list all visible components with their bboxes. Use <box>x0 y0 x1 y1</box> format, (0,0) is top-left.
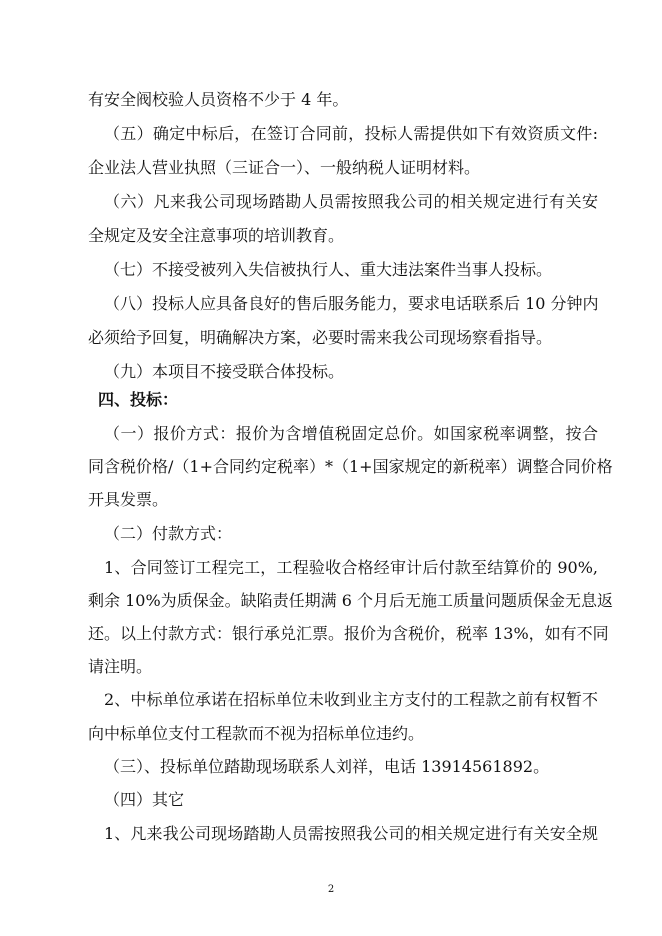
paragraph-line: 剩余 10%为质保金。缺陷责任期满 6 个月后无施工质量问题质保金无息返 <box>88 591 614 610</box>
paragraph-line: 同含税价格/（1+合同约定税率）*（1+国家规定的新税率）调整合同价格 <box>88 457 613 476</box>
page-number: 2 <box>327 884 335 895</box>
section-heading: 四、投标： <box>98 390 179 409</box>
paragraph-line: （一）报价方式：报价为含增值税固定总价。如国家税率调整，按合 <box>104 424 598 443</box>
paragraph-line: （三）、投标单位踏勘现场联系人刘祥，电话 13914561892。 <box>104 757 550 776</box>
paragraph-line: 1、凡来我公司现场踏勘人员需按照我公司的相关规定进行有关安全规 <box>104 824 598 843</box>
paragraph-line: 开具发票。 <box>88 490 169 509</box>
paragraph-line: 企业法人营业执照（三证合一）、一般纳税人证明材料。 <box>88 158 481 177</box>
paragraph-line: （八）投标人应具备良好的售后服务能力，要求电话联系后 10 分钟内 <box>104 294 599 313</box>
paragraph-line: 请注明。 <box>88 657 153 676</box>
paragraph-line: （六）凡来我公司现场踏勘人员需按照我公司的相关规定进行有关安 <box>104 192 598 211</box>
paragraph-line: （五）确定中标后，在签订合同前，投标人需提供如下有效资质文件: <box>104 124 598 143</box>
paragraph-line: 2、中标单位承诺在招标单位未收到业主方支付的工程款之前有权暂不 <box>104 690 598 709</box>
paragraph-line: （四）其它 <box>104 790 185 809</box>
paragraph-line: （二）付款方式： <box>104 524 233 543</box>
paragraph-line: 全规定及安全注意事项的培训教育。 <box>88 226 345 245</box>
paragraph-line: 1、合同签订工程完工，工程验收合格经审计后付款至结算价的 90%, <box>104 558 598 577</box>
paragraph-line: （七）不接受被列入失信被执行人、重大违法案件当事人投标。 <box>104 260 553 279</box>
paragraph-line: （九）本项目不接受联合体投标。 <box>104 362 345 381</box>
paragraph-line: 有安全阀校验人员资格不少于 4 年。 <box>88 90 349 109</box>
paragraph-line: 向中标单位支付工程款而不视为招标单位违约。 <box>88 724 425 743</box>
paragraph-line: 还。以上付款方式：银行承兑汇票。报价为含税价，税率 13%，如有不同 <box>88 624 609 643</box>
paragraph-line: 必须给予回复，明确解决方案，必要时需来我公司现场察看指导。 <box>88 328 553 347</box>
